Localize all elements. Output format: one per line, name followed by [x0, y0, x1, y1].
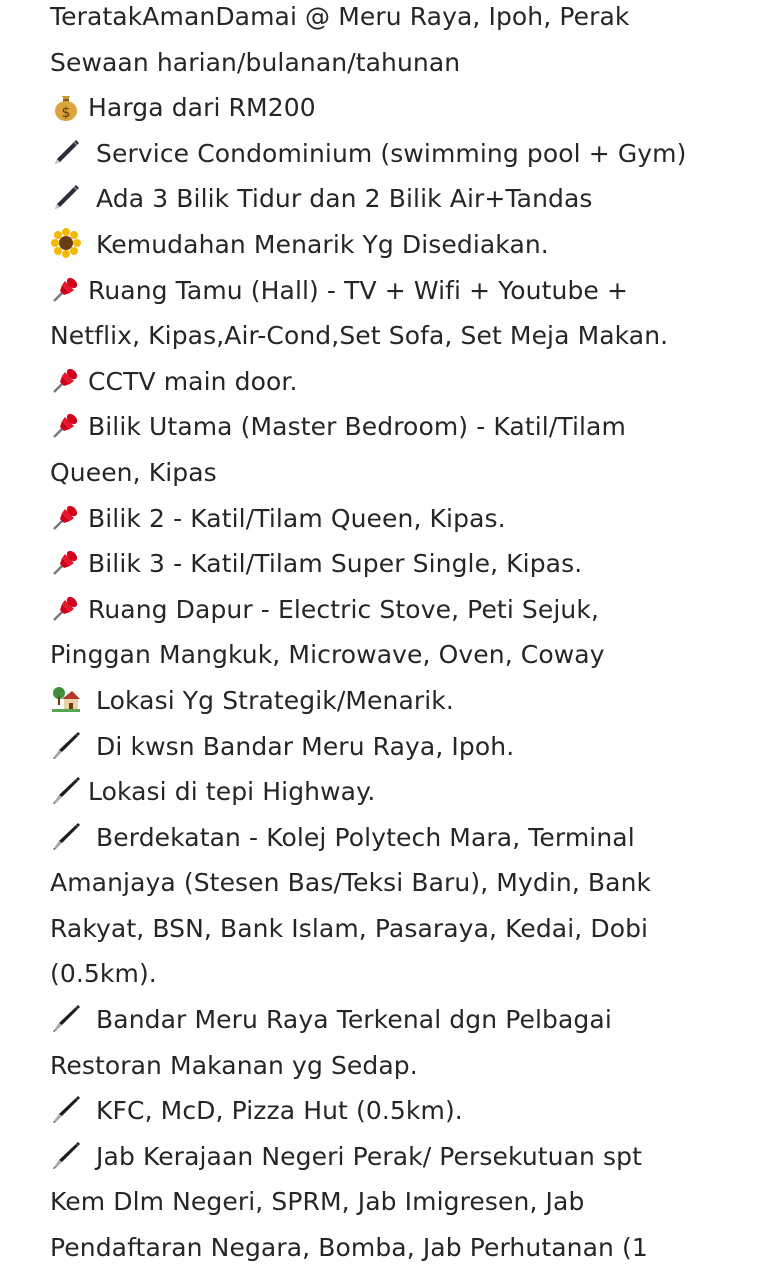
- nib-icon: [50, 820, 82, 852]
- post-line-text: Pinggan Mangkuk, Microwave, Oven, Coway: [50, 640, 605, 670]
- post-line: [50, 541, 750, 587]
- nib-icon: [50, 1093, 82, 1125]
- post-line-text: Ada 3 Bilik Tidur dan 2 Bilik Air+Tandas: [88, 184, 593, 214]
- pushpin-icon: [50, 409, 82, 441]
- nib-icon: [50, 729, 82, 761]
- post-line-text: Ruang Tamu (Hall) - TV + Wifi + Youtube +: [88, 275, 629, 305]
- post-line-text: KFC, McD, Pizza Hut (0.5km).: [88, 1096, 463, 1126]
- post-line: [50, 359, 750, 405]
- post-body: [50, 0, 750, 1271]
- post-line: [50, 860, 750, 906]
- post-line: [50, 313, 750, 359]
- post-line: [50, 632, 750, 678]
- nib-icon: [50, 774, 82, 806]
- post-line: [50, 176, 750, 222]
- post-line-text: Restoran Makanan yg Sedap.: [50, 1050, 418, 1080]
- post-line: [50, 496, 750, 542]
- pen-icon: [50, 181, 82, 213]
- post-line-text: Pendaftaran Negara, Bomba, Jab Perhutanan (1: [50, 1233, 648, 1263]
- post-line-text: Lokasi Yg Strategik/Menarik.: [88, 685, 454, 715]
- post-line: [50, 1043, 750, 1089]
- post-line: [50, 1179, 750, 1225]
- post-line-text: Kemudahan Menarik Yg Disediakan.: [88, 229, 549, 259]
- post-line-text: Sewaan harian/bulanan/tahunan: [50, 47, 461, 77]
- post-line: [50, 131, 750, 177]
- post-line: [50, 1134, 750, 1180]
- post-line: [50, 0, 750, 40]
- post-line-text: TeratakAmanDamai @ Meru Raya, Ipoh, Perak: [50, 2, 630, 31]
- post-line-text: Bilik 3 - Katil/Tilam Super Single, Kipas.: [88, 549, 583, 579]
- sunflower-icon: [50, 227, 82, 259]
- post-line: [50, 587, 750, 633]
- house-icon: [50, 683, 82, 715]
- post-line: [50, 1088, 750, 1134]
- post-line-text: Bilik 2 - Katil/Tilam Queen, Kipas.: [88, 503, 506, 533]
- money-bag-icon: [50, 90, 82, 122]
- post-line-text: Netflix, Kipas,Air-Cond,Set Sofa, Set Meja Makan.: [50, 321, 669, 351]
- post-line-text: Rakyat, BSN, Bank Islam, Pasaraya, Kedai, Dobi: [50, 913, 649, 943]
- post-line-text: Amanjaya (Stesen Bas/Teksi Baru), Mydin, Bank: [50, 868, 652, 898]
- post-line-text: Bilik Utama (Master Bedroom) - Katil/Tilam: [88, 412, 626, 442]
- pushpin-icon: [50, 364, 82, 396]
- post-line: [50, 268, 750, 314]
- post-line: [50, 951, 750, 997]
- post-line-text: Ruang Dapur - Electric Stove, Peti Sejuk,: [88, 594, 599, 624]
- pushpin-icon: [50, 501, 82, 533]
- post-line: [50, 997, 750, 1043]
- pushpin-icon: [50, 273, 82, 305]
- post-line: [50, 769, 750, 815]
- post-line-text: (0.5km).: [50, 959, 157, 989]
- post-line: [50, 404, 750, 450]
- post-line-text: CCTV main door.: [88, 366, 298, 396]
- pushpin-icon: [50, 546, 82, 578]
- post-line-text: Berdekatan - Kolej Polytech Mara, Terminal: [88, 822, 635, 852]
- post-line-text: Harga dari RM200: [88, 93, 316, 123]
- nib-icon: [50, 1002, 82, 1034]
- post-line: [50, 450, 750, 496]
- post-line: [50, 815, 750, 861]
- post-line-text: Lokasi di tepi Highway.: [88, 777, 376, 807]
- post-line-text: Service Condominium (swimming pool + Gym): [88, 138, 687, 168]
- post-line: [50, 85, 750, 131]
- post-line-text: Di kwsn Bandar Meru Raya, Ipoh.: [88, 731, 515, 761]
- post-line: [50, 906, 750, 952]
- post-line-text: Jab Kerajaan Negeri Perak/ Persekutuan spt: [88, 1141, 643, 1171]
- post-line: [50, 678, 750, 724]
- pen-icon: [50, 136, 82, 168]
- post-line-text: Kem Dlm Negeri, SPRM, Jab Imigresen, Jab: [50, 1187, 585, 1217]
- post-line-text: Bandar Meru Raya Terkenal dgn Pelbagai: [88, 1005, 612, 1035]
- post-line: [50, 724, 750, 770]
- post-line-text: Queen, Kipas: [50, 457, 217, 487]
- nib-icon: [50, 1139, 82, 1171]
- post-line: [50, 222, 750, 268]
- post-line: [50, 40, 750, 86]
- post-line: [50, 1225, 750, 1271]
- pushpin-icon: [50, 592, 82, 624]
- svg-text:$: $: [61, 105, 71, 122]
